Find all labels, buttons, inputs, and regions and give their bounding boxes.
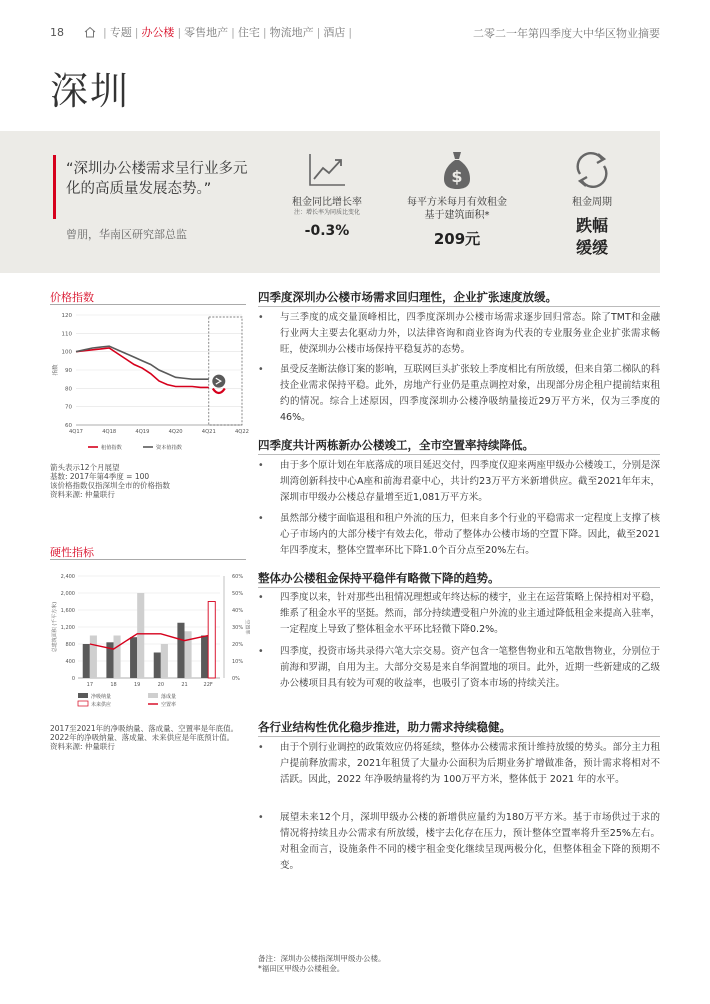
y-tick-label: 400 [65,659,75,665]
series-line [76,348,209,387]
bar [114,636,121,679]
bar [208,602,215,679]
bullet-item: • 虽然部分楼宇面临退租和租户外流的压力，但来自多个行业的平稳需求一定程度上支撑了核心子市场内的大部分楼宇有效去化，带动了整体办公楼市场的空置下降。因此，截至2021年四季度末，整体空置率环比下降1.0个百分点至20%左右。 [258,511,660,559]
divider [50,559,246,560]
bullet-text: 展望未来12个月，深圳甲级办公楼的新增供应量约为180万平方米。基于市场供过于求的情况将持续且办公需求有所放缓，楼宇去化存在压力，预计整体空置率将升至25%左右。对租金而言，设施条件不同的楼宇租金变化继续呈现两极分化，但整体租金下降的预期不变。 [280,812,660,871]
price-index-heading: 价格指数 [50,291,94,304]
legend-label: 租值指数 [101,445,122,451]
x-tick-label: 4Q20 [168,429,183,435]
y-tick-label: 2,000 [60,591,75,597]
divider [258,454,660,455]
caption-line: 资料来源: 仲量联行 [50,742,115,751]
y-tick-label: 120 [61,313,72,319]
stat-label: 租金周期 [572,197,612,208]
top-bar [0,0,710,50]
y2-tick-label: 50% [232,591,244,597]
bar [185,631,192,678]
nav-item-office[interactable]: 办公楼 [141,26,175,39]
stat-rent-cycle [557,148,627,259]
stat-label: 每平方米每月有效租金基于建筑面积* [407,197,507,221]
legend-label: 资本值指数 [156,445,182,451]
bullet-text: 四季度，投资市场共录得六笔大宗交易。资产包含一笔整售物业和五笔散售物业，分别位于前海和罗湖，自用为主。大部分交易是来自华润置地的项目。此外，近期一些新建成的乙级办公楼项目具有较为可观的收益率，也吸引了资本市场的持续关注。 [280,646,661,689]
bullet-item: • 四季度以来，针对那些出租情况理想或年终达标的楼宇，业主在运营策略上保持相对平稳，维系了租金水平的坚挺。然而，部分持续遭受租户外流的业主通过降低租金来提高入驻率，一定程度上导致了整体租金水平环比轻微下降0.2%。 [258,590,660,638]
footnote-line: 备注：深圳办公楼指深圳甲级办公楼。 [258,954,386,963]
stat-effective-rent [407,148,507,249]
y-axis-label: 总建筑面积 (千平方米) [52,601,58,653]
x-tick-label: 22F [203,682,213,688]
nav-item-hotel[interactable]: 酒店 [323,26,346,39]
x-tick-label: 17 [86,682,94,688]
bullet-item: • 虽受反垄断法修订案的影响，互联网巨头扩张较上季度相比有所放缓，但来自第二梯队的科技企业需求保持平稳。此外，房地产行业仍是重点调控对象，出现部分房企租户提前结束租约的情况。综合上述原因，四季度深圳办公楼净吸纳量接近29万平方米，仅为三季度的46%。 [258,362,660,426]
y-tick-label: 0 [71,676,75,682]
x-tick-label: 19 [133,682,141,688]
bar [201,636,208,679]
y-tick-label: 90 [65,368,72,374]
y-tick-label: 70 [65,404,72,411]
bar [161,644,168,678]
y2-tick-label: 10% [232,659,244,665]
y-tick-label: 800 [65,642,75,648]
outlook-arrow-icon [212,375,225,388]
footnote [258,954,386,974]
y-tick-label: 1,600 [60,608,75,614]
stat-value: 跌幅缓缓 [575,216,608,257]
y-axis-label: 指数 [53,364,59,376]
x-tick-label: 18 [110,682,117,688]
divider [50,304,246,305]
bar [130,637,137,678]
quote-attribution: 曾朋，华南区研究部总监 [66,228,187,241]
y-tick-label: 60 [65,423,72,429]
fundamentals-caption [50,724,250,751]
legend-swatch [78,701,88,706]
y2-axis-label: 空置率 [244,619,250,635]
bullet-item: • 与三季度的成交量顶峰相比，四季度深圳办公楼市场需求逐步回归常态。除了TMT和金融行业两大主要去化驱动力外，以法律咨询和商业咨询为代表的专业服务业企业扩张需求畅旺，使深圳办公楼市场保持平稳复苏的态势。 [258,310,660,358]
bullet-item: • 由于多个原计划在年底落成的项目延迟交付，四季度仅迎来两座甲级办公楼竣工，分别是深圳湾创新科技中心A座和前海君豪中心，共计约23万平方米新增供应。截至2021年年末，深圳市甲级办公楼总存量增至近1,081万平方米。 [258,458,660,506]
nav-item-residential[interactable]: 住宅 [237,26,260,39]
bullet-text: 与三季度的成交量顶峰相比，四季度深圳办公楼市场需求逐步回归常态。除了TMT和金融行业两大主要去化驱动力外，以法律咨询和商业咨询为代表的专业服务业企业扩张需求畅旺，使深圳办公楼市场保持平稳复苏的态势。 [280,312,660,355]
legend-swatch [78,693,88,698]
caption-line: 2017至2021年的净吸纳量、落成量、空置率是年底值。2022年的净吸纳量、落成量、未来供应是年底预计值。 [50,724,239,742]
section-heading: 四季度深圳办公楼市场需求回归理性，企业扩张速度放缓。 [258,290,557,304]
caption-line: 该价格指数仅指深圳全市的价格指数 [50,481,170,490]
section-heading: 整体办公楼租金保持平稳伴有略微下降的趋势。 [258,571,500,585]
fundamentals-heading: 硬性指标 [50,546,94,559]
trend-line-icon [272,148,382,192]
legend-label: 净吸纳量 [91,694,112,700]
x-tick-label: 4Q19 [135,429,150,435]
bar [177,623,184,678]
bullet-text: 虽受反垄断法修订案的影响，互联网巨头扩张较上季度相比有所放缓，但来自第二梯队的科技企业需求保持平稳。此外，房地产行业仍是重点调控对象，出现部分房企租户提前结束租约的情况。综合上述原因，四季度深圳办公楼净吸纳量接近29万平方米，仅为三季度的46%。 [280,364,661,423]
x-tick-label: 20 [157,682,165,688]
bullet-item: • 四季度，投资市场共录得六笔大宗交易。资产包含一笔整售物业和五笔散售物业，分别位于前海和罗湖，自用为主。大部分交易是来自华润置地的项目。此外，近期一些新建成的乙级办公楼项目具有较为可观的收益率，也吸引了资本市场的持续关注。 [258,644,660,692]
stat-label: 租金同比增长率 [292,197,362,208]
series-line [76,346,209,379]
divider [258,587,660,588]
bullet-text: 四季度以来，针对那些出租情况理想或年终达标的楼宇，业主在运营策略上保持相对平稳，维系了租金水平的坚挺。然而，部分持续遭受租户外流的业主通过降低租金来提高入驻率，一定程度上导致了整体租金水平环比轻微下降0.2%。 [280,592,661,635]
home-icon[interactable] [84,26,96,41]
fundamentals-chart [50,568,250,718]
x-tick-label: 4Q18 [102,429,117,435]
bullet-item: • 展望未来12个月，深圳甲级办公楼的新增供应量约为180万平方米。基于市场供过于求的情况将持续且办公需求有所放缓，楼宇去化存在压力，预计整体空置率将升至25%左右。对租金而言，设施条件不同的楼宇租金变化继续呈现两极分化，但整体租金下降的预期不变。 [258,810,660,874]
x-tick-label: 4Q22 [235,429,249,435]
svg-text:$: $ [451,167,463,186]
y-tick-label: 100 [61,349,72,356]
price-index-chart [50,307,250,457]
bullet-text: 虽然部分楼宇面临退租和租户外流的压力，但来自多个行业的平稳需求一定程度上支撑了核心子市场内的大部分楼宇有效去化，带动了整体办公楼市场的空置下降。因此，截至2021年四季度末，整体空置率环比下降1.0个百分点至20%左右。 [280,513,661,556]
x-tick-label: 4Q17 [69,429,83,435]
y2-tick-label: 30% [232,625,244,631]
page-title: 深圳 [50,69,131,113]
banner-quote: “深圳办公楼需求呈行业多元化的高质量发展态势。” [66,161,248,197]
nav-item-retail[interactable]: 零售地产 [184,26,229,39]
footnote-line: *福田区甲级办公楼租金。 [258,964,345,973]
bar [154,653,161,679]
bar [90,636,97,679]
bar [137,593,144,678]
stat-note: 注：增长率为同质比变化 [293,209,360,216]
money-bag-icon [407,148,507,192]
x-tick-label: 4Q21 [201,429,216,435]
caption-line: 资料来源: 仲量联行 [50,490,115,499]
legend-label: 空置率 [161,702,177,708]
y-tick-label: 1,200 [60,625,75,631]
nav-item-topic[interactable]: 专题 [109,26,132,39]
x-tick-label: 21 [181,682,188,688]
y-tick-label: 80 [65,386,72,393]
report-title: 二零二一年第四季度大中华区物业摘要 [473,27,660,40]
section-heading: 四季度共计两栋新办公楼竣工，全市空置率持续降低。 [258,438,534,452]
stat-rent-growth [272,148,382,239]
cycle-arrows-icon [557,148,627,192]
quote-accent-bar [53,155,56,219]
y2-tick-label: 60% [232,574,244,580]
bullet-text: 由于多个原计划在年底落成的项目延迟交付，四季度仅迎来两座甲级办公楼竣工，分别是深圳湾创新科技中心A座和前海君豪中心，共计约23万平方米新增供应。截至2021年年末，深圳市甲级办公楼总存量增至近1,081万平方米。 [280,460,661,503]
y2-tick-label: 0% [232,676,240,682]
y2-tick-label: 40% [232,608,244,614]
bar [83,644,90,678]
price-index-caption [50,463,250,499]
bullet-text: 由于个别行业调控的政策效应仍将延续，整体办公楼需求预计维持放缓的势头。部分主力租户提前释放需求，2021年租赁了大量办公面积为后期业务扩增做准备，预计需求将相对不活跃。因此，2022 年净吸纳量将约为 100万平方米，整体低于 2021 年的水平。 [280,742,661,785]
stat-value: -0.3% [304,223,350,239]
page-number: 18 [50,26,64,39]
y-tick-label: 2,400 [60,574,75,580]
caption-line: 箭头表示12个月展望 [50,463,120,472]
divider [258,736,660,737]
legend-swatch [148,693,158,698]
stat-value: 209元 [433,230,481,248]
legend-label: 未来供应 [91,702,112,708]
nav-item-logistics[interactable]: 物流地产 [269,26,314,39]
y-tick-label: 110 [61,331,72,338]
section-nav: | 专题 | 办公楼 | 零售地产 | 住宅 | 物流地产 | 酒店 | [84,24,355,41]
bullet-item: • 由于个别行业调控的政策效应仍将延续，整体办公楼需求预计维持放缓的势头。部分主力租户提前释放需求，2021年租赁了大量办公面积为后期业务扩增做准备，预计需求将相对不活跃。因此，2022 年净吸纳量将约为 100万平方米，整体低于 2021 年的水平。 [258,740,660,788]
section-heading: 各行业结构性优化稳步推进，助力需求持续稳健。 [258,720,511,734]
y2-tick-label: 20% [232,642,244,648]
divider [258,306,660,307]
outlook-mark [213,389,225,394]
legend-label: 落成量 [161,694,177,700]
caption-line: 基数: 2017年第4季度 = 100 [50,472,150,481]
